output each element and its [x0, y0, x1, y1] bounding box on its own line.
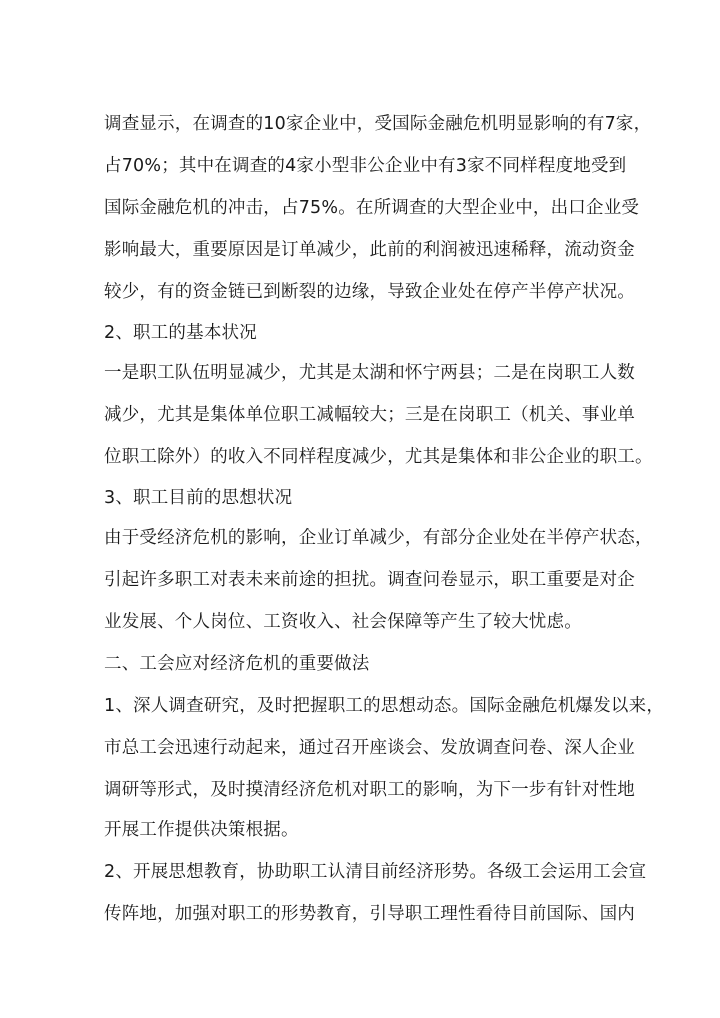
text-line-7: 一是职工队伍明显减少，尤其是太湖和怀宁两县；二是在岗职工人数 [104, 363, 635, 383]
section-heading-union-measures: 二、工会应对经济危机的重要做法 [104, 654, 370, 674]
section-heading-staff-status: 2、职工的基本状况 [104, 323, 257, 343]
text-line-16: 市总工会迅速行动起来，通过召开座谈会、发放调查问卷、深人企业 [104, 738, 635, 758]
text-line-1: 调查显示，在调查的10家企业中，受国际金融危机明显影响的有7家， [104, 114, 652, 134]
text-line-5: 较少，有的资金链已到断裂的边缘，导致企业处在停产半停产状况。 [104, 282, 635, 302]
text-line-11: 由于受经济危机的影响，企业订单减少，有部分企业处在半停产状态， [104, 528, 653, 548]
text-line-3: 国际金融危机的冲击，占75%。在所调查的大型企业中，出口企业受 [104, 198, 640, 218]
text-line-12: 引起许多职工对表未来前途的担扰。调查问卷显示，职工重要是对企 [104, 570, 635, 590]
text-line-20: 传阵地，加强对职工的形势教育，引导职工理性看待目前国际、国内 [104, 904, 635, 924]
text-line-8: 减少，尤其是集体单位职工减幅较大；三是在岗职工（机关、事业单 [104, 405, 635, 425]
text-line-18: 开展工作提供决策根据。 [104, 820, 299, 840]
text-line-13: 业发展、个人岗位、工资收入、社会保障等产生了较大忧虑。 [104, 612, 582, 632]
text-line-15: 1、深人调查研究，及时把握职工的思想动态。国际金融危机爆发以来， [104, 696, 665, 716]
text-line-9: 位职工除外）的收入不同样程度减少，尤其是集体和非公企业的职工。 [104, 447, 653, 467]
text-line-2: 占70%；其中在调查的4家小型非公企业中有3家不同样程度地受到 [104, 156, 627, 176]
text-line-17: 调研等形式，及时摸清经济危机对职工的影响，为下一步有针对性地 [104, 780, 635, 800]
text-line-19: 2、开展思想教育，协助职工认清目前经济形势。各级工会运用工会宣 [104, 862, 647, 882]
text-line-4: 影响最大，重要原因是订单减少，此前的利润被迅速稀释，流动资金 [104, 240, 635, 260]
section-heading-staff-thoughts: 3、职工目前的思想状况 [104, 488, 293, 508]
